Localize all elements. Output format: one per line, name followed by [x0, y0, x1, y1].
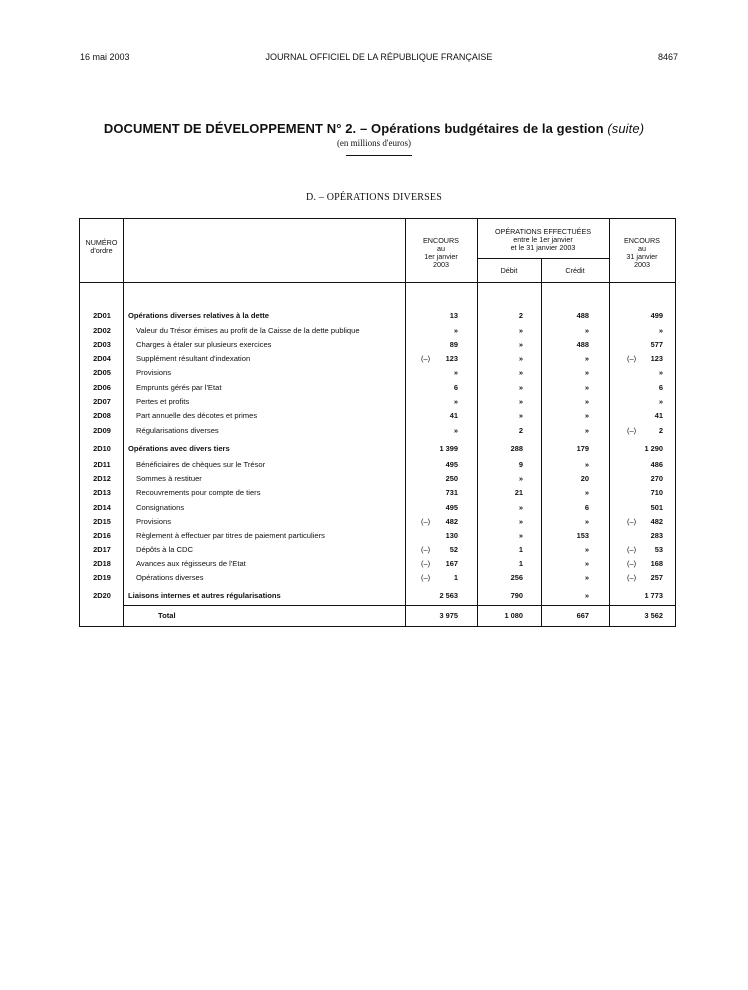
row-code: 2D18 [93, 559, 111, 568]
row-label-text: Provisions [136, 368, 400, 377]
encours-end-sign: (–) [627, 517, 637, 526]
credit-value: 488 [576, 311, 589, 320]
debit-value: » [518, 531, 523, 540]
table-row [80, 443, 677, 457]
row-label [136, 354, 400, 363]
debit-value: 256 [510, 573, 523, 582]
row-code: 2D13 [93, 488, 111, 497]
row-label [136, 326, 400, 335]
encours-start-value: 3 975 [439, 611, 458, 620]
encours-start-value: 482 [445, 517, 458, 526]
credit-value: » [584, 559, 589, 568]
debit-value: 1 080 [504, 611, 523, 620]
encours-start-value: 2 563 [439, 591, 458, 600]
debit-value: 288 [510, 444, 523, 453]
total-rule [123, 605, 675, 606]
row-code: 2D20 [93, 591, 111, 600]
credit-value: » [584, 545, 589, 554]
header-operations [477, 228, 609, 252]
encours-start-value: 731 [445, 488, 458, 497]
header-bottom-rule [80, 282, 675, 283]
credit-value: 20 [580, 474, 589, 483]
row-label [136, 411, 400, 420]
debit-value: 1 [518, 545, 523, 554]
encours-end-value: » [658, 397, 663, 406]
document-title-main: DOCUMENT DE DÉVELOPPEMENT N° 2. – Opérations budgétaires de la gestion [103, 121, 604, 136]
row-code: 2D07 [93, 397, 111, 406]
section-title: D. – OPÉRATIONS DIVERSES [306, 192, 442, 203]
encours-start-sign: (–) [421, 517, 431, 526]
encours-start-value: 41 [449, 411, 458, 420]
encours-end-value: 486 [650, 460, 663, 469]
header-numero-line1: NUMÉRO [85, 238, 118, 247]
issue-date: 16 mai 2003 [80, 52, 130, 62]
debit-value: » [518, 474, 523, 483]
row-code: 2D11 [93, 460, 111, 469]
debit-value: 21 [514, 488, 523, 497]
header-encours-end-line3: 31 janvier [626, 252, 658, 261]
encours-end-value: 482 [650, 517, 663, 526]
encours-start-value: 52 [449, 545, 458, 554]
encours-end-value: 1 773 [644, 591, 663, 600]
row-label [136, 460, 400, 469]
credit-value: » [584, 460, 589, 469]
table-row [80, 367, 677, 381]
running-header [80, 52, 678, 66]
operations-table [79, 218, 676, 627]
header-encours-start-line1: ENCOURS [423, 236, 459, 245]
page-number: 8467 [657, 52, 678, 62]
table-row [80, 459, 677, 473]
credit-value: » [584, 326, 589, 335]
header-encours-end-line4: 2003 [634, 260, 650, 269]
table-row [80, 544, 677, 558]
table-row [80, 353, 677, 367]
credit-value: » [584, 354, 589, 363]
encours-end-value: 499 [650, 311, 663, 320]
row-label [136, 340, 400, 349]
header-encours-start [405, 237, 477, 269]
row-code: 2D02 [93, 326, 111, 335]
debit-value: » [518, 354, 523, 363]
title-rule [346, 155, 412, 156]
encours-end-value: 53 [654, 545, 663, 554]
row-label [136, 517, 400, 526]
row-label [128, 444, 400, 453]
row-label-text: Dépôts à la CDC [136, 545, 400, 554]
credit-value: » [584, 397, 589, 406]
encours-end-value: 2 [658, 426, 663, 435]
header-encours-end-line1: ENCOURS [624, 236, 660, 245]
encours-end-sign: (–) [627, 573, 637, 582]
encours-end-value: 168 [650, 559, 663, 568]
table-row [80, 396, 677, 410]
row-code: 2D08 [93, 411, 111, 420]
header-encours-start-line3: 1er janvier [424, 252, 458, 261]
credit-value: » [584, 573, 589, 582]
table-row [80, 382, 677, 396]
row-label [136, 474, 400, 483]
table-row [80, 310, 677, 324]
table-row [80, 502, 677, 516]
credit-value: » [584, 411, 589, 420]
row-label [158, 611, 400, 620]
encours-end-sign: (–) [627, 354, 637, 363]
row-code: 2D14 [93, 503, 111, 512]
encours-start-value: » [453, 397, 458, 406]
table-row [80, 473, 677, 487]
ops-subheader-rule [477, 258, 609, 259]
row-label [136, 426, 400, 435]
credit-value: 6 [584, 503, 589, 512]
credit-value: 179 [576, 444, 589, 453]
row-label-text: Liaisons internes et autres régularisations [128, 591, 400, 600]
header-debit: Débit [500, 266, 518, 275]
encours-end-value: 6 [658, 383, 663, 392]
credit-value: 488 [576, 340, 589, 349]
debit-value: » [518, 340, 523, 349]
row-label-text: Part annuelle des décotes et primes [136, 411, 400, 420]
row-label-text: Total [158, 611, 400, 620]
row-label [136, 503, 400, 512]
table-row [80, 410, 677, 424]
row-label [128, 591, 400, 600]
header-numero-line2: d'ordre [90, 246, 113, 255]
row-label-text: Recouvrements pour compte de tiers [136, 488, 400, 497]
document-title-suffix: (suite) [607, 121, 645, 136]
header-encours-start-line2: au [437, 244, 445, 253]
row-label-text: Avances aux régisseurs de l'Etat [136, 559, 400, 568]
unit-note: (en millions d'euros) [336, 138, 412, 148]
total-row [80, 610, 677, 624]
row-label-text: Emprunts gérés par l'Etat [136, 383, 400, 392]
row-code: 2D05 [93, 368, 111, 377]
row-code: 2D19 [93, 573, 111, 582]
encours-start-value: 89 [449, 340, 458, 349]
header-encours-end [609, 237, 675, 269]
row-code: 2D10 [93, 444, 111, 453]
row-label [136, 531, 400, 540]
debit-value: » [518, 503, 523, 512]
header-credit: Crédit [565, 266, 585, 275]
header-encours-end-line2: au [638, 244, 646, 253]
row-label-text: Provisions [136, 517, 400, 526]
debit-value: » [518, 326, 523, 335]
encours-end-value: 257 [650, 573, 663, 582]
row-code: 2D04 [93, 354, 111, 363]
header-encours-start-line4: 2003 [433, 260, 449, 269]
row-label [136, 559, 400, 568]
row-code: 2D06 [93, 383, 111, 392]
table-row [80, 325, 677, 339]
debit-value: » [518, 411, 523, 420]
encours-end-sign: (–) [627, 559, 637, 568]
row-label [128, 311, 400, 320]
debit-value: » [518, 368, 523, 377]
row-code: 2D01 [93, 311, 111, 320]
row-code: 2D03 [93, 340, 111, 349]
row-label-text: Consignations [136, 503, 400, 512]
encours-end-value: 1 290 [644, 444, 663, 453]
encours-start-value: 6 [453, 383, 458, 392]
encours-end-value: 41 [654, 411, 663, 420]
encours-end-value: 501 [650, 503, 663, 512]
debit-value: 2 [518, 311, 523, 320]
table-row [80, 530, 677, 544]
encours-start-value: 123 [445, 354, 458, 363]
journal-title: JOURNAL OFFICIEL DE LA RÉPUBLIQUE FRANÇAISE [265, 52, 493, 62]
row-label [136, 383, 400, 392]
row-label-text: Sommes à restituer [136, 474, 400, 483]
row-label-text: Bénéficiaires de chèques sur le Trésor [136, 460, 400, 469]
row-label-text: Opérations diverses relatives à la dette [128, 311, 400, 320]
encours-start-value: » [453, 368, 458, 377]
credit-value: » [584, 426, 589, 435]
encours-start-value: 495 [445, 503, 458, 512]
header-operations-line3: et le 31 janvier 2003 [510, 243, 576, 252]
encours-end-value: 3 562 [644, 611, 663, 620]
table-row [80, 558, 677, 572]
credit-value: 667 [576, 611, 589, 620]
debit-value: 9 [518, 460, 523, 469]
encours-start-value: 1 399 [439, 444, 458, 453]
debit-value: 790 [510, 591, 523, 600]
encours-start-value: » [453, 426, 458, 435]
row-code: 2D09 [93, 426, 111, 435]
debit-value: » [518, 383, 523, 392]
table-row [80, 590, 677, 604]
encours-start-value: 13 [449, 311, 458, 320]
encours-start-value: 495 [445, 460, 458, 469]
credit-value: » [584, 591, 589, 600]
debit-value: 2 [518, 426, 523, 435]
credit-value: 153 [576, 531, 589, 540]
encours-start-value: » [453, 326, 458, 335]
encours-end-value: » [658, 368, 663, 377]
encours-start-sign: (–) [421, 559, 431, 568]
row-label-text: Pertes et profits [136, 397, 400, 406]
row-label-text: Supplément résultant d'indexation [136, 354, 400, 363]
encours-start-value: 1 [453, 573, 458, 582]
encours-end-value: 270 [650, 474, 663, 483]
row-label-text: Opérations diverses [136, 573, 400, 582]
credit-value: » [584, 383, 589, 392]
debit-value: 1 [518, 559, 523, 568]
encours-start-sign: (–) [421, 573, 431, 582]
row-label-text: Opérations avec divers tiers [128, 444, 400, 453]
debit-value: » [518, 397, 523, 406]
credit-value: » [584, 368, 589, 377]
encours-start-value: 167 [445, 559, 458, 568]
row-code: 2D17 [93, 545, 111, 554]
row-label [136, 545, 400, 554]
table-row [80, 487, 677, 501]
table-row [80, 572, 677, 586]
encours-start-value: 250 [445, 474, 458, 483]
row-label-text: Règlement à effectuer par titres de paiement particuliers [136, 531, 400, 540]
document-title [0, 121, 748, 136]
row-label-text: Charges à étaler sur plusieurs exercices [136, 340, 400, 349]
debit-value: » [518, 517, 523, 526]
encours-end-sign: (–) [627, 426, 637, 435]
row-label-text: Valeur du Trésor émises au profit de la Caisse de la dette publique [136, 326, 400, 335]
encours-end-value: 577 [650, 340, 663, 349]
row-code: 2D16 [93, 531, 111, 540]
encours-end-value: 123 [650, 354, 663, 363]
encours-end-value: 710 [650, 488, 663, 497]
row-code: 2D12 [93, 474, 111, 483]
header-operations-line2: entre le 1er janvier [513, 235, 573, 244]
header-operations-line1: OPÉRATIONS EFFECTUÉES [494, 227, 592, 236]
table-row [80, 339, 677, 353]
encours-start-value: 130 [445, 531, 458, 540]
encours-start-sign: (–) [421, 354, 431, 363]
row-label [136, 573, 400, 582]
row-label [136, 488, 400, 497]
row-label [136, 368, 400, 377]
encours-start-sign: (–) [421, 545, 431, 554]
table-row [80, 516, 677, 530]
row-code: 2D15 [93, 517, 111, 526]
row-label [136, 397, 400, 406]
encours-end-value: » [658, 326, 663, 335]
credit-value: » [584, 517, 589, 526]
row-label-text: Régularisations diverses [136, 426, 400, 435]
credit-value: » [584, 488, 589, 497]
table-row [80, 425, 677, 439]
encours-end-sign: (–) [627, 545, 637, 554]
encours-end-value: 283 [650, 531, 663, 540]
header-numero [80, 239, 123, 255]
